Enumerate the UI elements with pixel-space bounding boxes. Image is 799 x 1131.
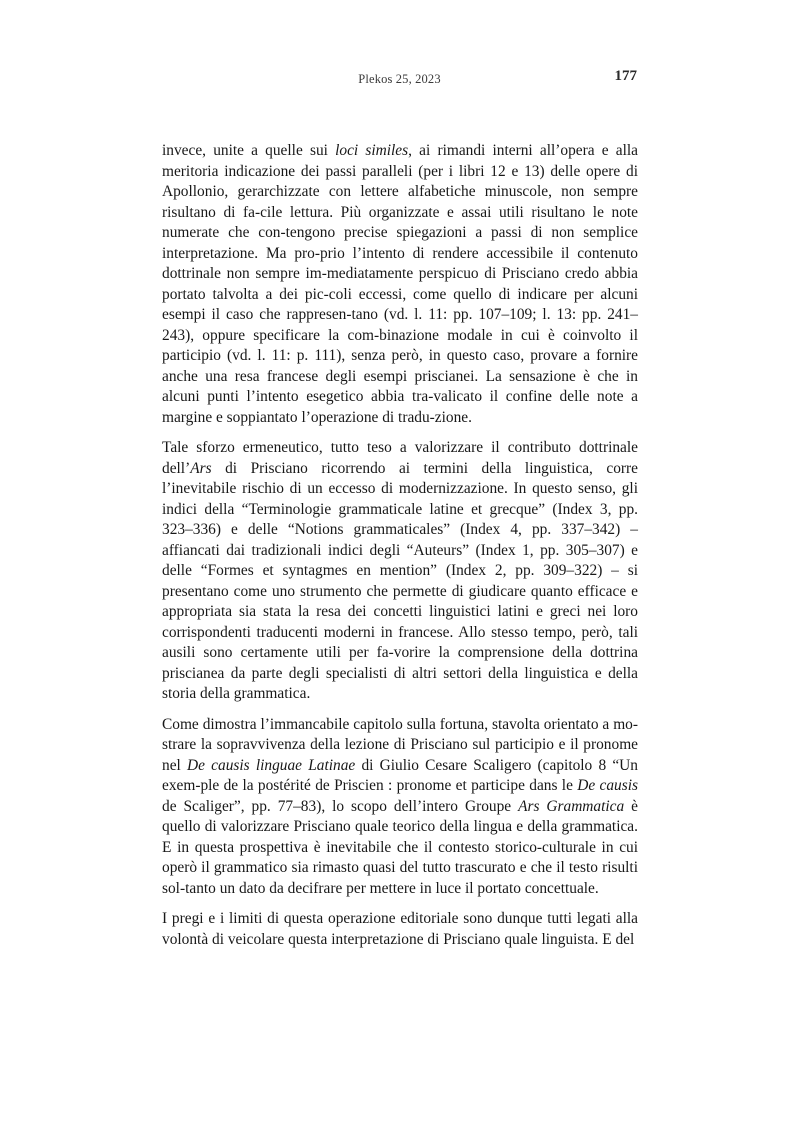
paragraph-2: Tale sforzo ermeneutico, tutto teso a valorizzare il contributo dottrinale dell’Ars di Prisciano ricorrendo ai termini della linguistica, corre l’inevitabile rischio di un eccesso di modernizzazione. In questo senso, gli indici della “Terminologie grammaticale latine et grecque” (Index 3, pp. 323–336) e delle “Notions grammaticales” (Index 4, pp. 337–342) – affiancati dai tradizionali indici degli “Auteurs” (Index 1, pp. 305–307) e delle “Formes et syntagmes en mention” (Index 2, pp. 309–322) – si presentano come uno strumento che permette di giudicare quanto efficace e appropriata sia stata la resa dei concetti linguistici latini e greci nei loro corrispondenti traducenti moderni in francese. Allo stesso tempo, però, tali ausili sono certamente utili per fa-vorire la comprensione della dottrina priscianea da parte degli specialisti di altri settori della linguistica e della storia della grammatica.: [162, 439, 638, 702]
paragraph-4: I pregi e i limiti di questa operazione editoriale sono dunque tutti legati alla volontà di veicolare questa interpretazione di Prisciano quale linguista. E del: [162, 910, 638, 948]
body-text-block: [162, 141, 638, 950]
paragraph-3: Come dimostra l’immancabile capitolo sulla fortuna, stavolta orientato a mo-strare la sopravvivenza della lezione di Prisciano sul participio e il pronome nel De causis linguae Latinae di Giulio Cesare Scaligero (capitolo 8 “Un exem-ple de la postérité de Priscien : pronome et participe dans le De causis de Scaliger”, pp. 77–83), lo scopo dell’intero Groupe Ars Grammatica è quello di valorizzare Prisciano quale teorico della lingua e della grammatica. E in questa prospettiva è inevitabile che il contesto storico-culturale in cui operò il grammatico sia rimasto quasi del tutto trascurato e che il testo risulti sol-tanto un dato da decifrare per mettere in luce il portato concettuale.: [162, 715, 638, 897]
paragraph-1: invece, unite a quelle sui loci similes, ai rimandi interni all’opera e alla meritoria indicazione dei passi paralleli (per i libri 12 e 13) delle opere di Apollonio, gerarchizzate con lettere alfabetiche minuscole, non sempre risultano di fa-cile lettura. Più organizzate e assai utili risultano le note numerate che con-tengono precise spiegazioni a passi di non semplice interpretazione. Ma pro-prio l’intento di rendere accessibile il contenuto dottrinale non sempre im-mediatamente perspicuo di Prisciano credo abbia portato talvolta a dei pic-coli eccessi, come quello di indicare per alcuni esempi il caso che rappresen-tano (vd. l. 11: pp. 107–109; l. 13: pp. 241–243), oppure specificare la com-binazione modale in cui è coinvolto il participio (vd. l. 11: p. 111), senza però, in questo caso, provare a fornire anche una resa francese degli esempi priscianei. La sensazione è che in alcuni punti l’intento esegetico abbia tra-valicato il confine delle note a margine e soppiantato l’operazione di tradu-zione.: [162, 142, 638, 426]
running-head-journal-title: Plekos 25, 2023: [358, 72, 441, 86]
running-head: [162, 68, 637, 94]
page-number: 177: [614, 68, 637, 84]
